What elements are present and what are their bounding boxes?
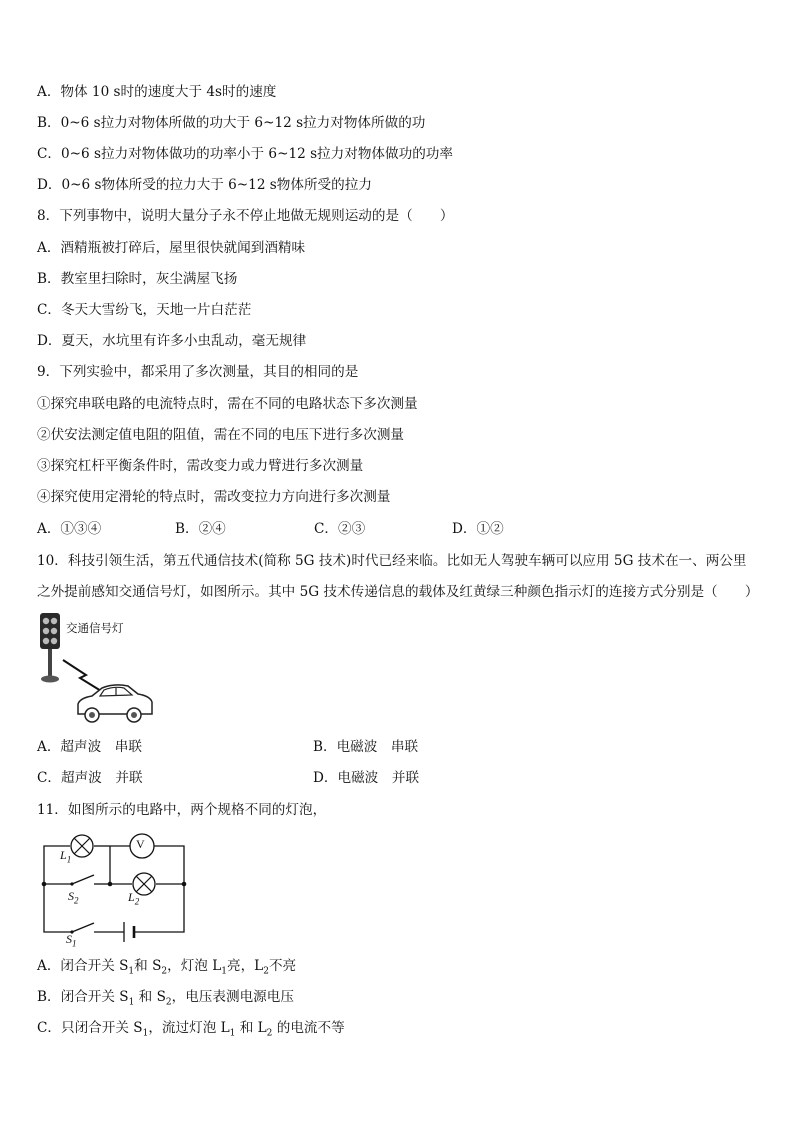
q8-option-c: C．冬天大雪纷飞，天地一片白茫茫 (37, 302, 252, 318)
q10-options-row1 (37, 738, 757, 756)
label-l2: $L_2$ (128, 890, 140, 907)
label-s1: $S_1$ (66, 932, 77, 949)
q9-option-c: C．②③ (314, 521, 366, 537)
q9-option-b: B．②④ (175, 521, 226, 537)
q9-item-1: ①探究串联电路的电流特点时，需在不同的电路状态下多次测量 (37, 396, 418, 412)
q9-stem: 9．下列实验中，都采用了多次测量，其目的相同的是 (37, 364, 359, 380)
voltmeter-label: V (136, 837, 145, 851)
q9-option-d: D．①② (452, 521, 504, 537)
q10-option-d: D．电磁波 并联 (313, 770, 420, 786)
q11-option-a: A．闭合开关 $S_1$和 $S_2$，灯泡 $L_1$亮，$L_2$不亮 (37, 958, 297, 977)
q10-stem-line2: 之外提前感知交通信号灯，如图所示。其中 5G 技术传递信息的载体及红黄绿三种颜色指示灯的连接方式分别是（ ） (37, 584, 759, 600)
traffic-light-label: 交通信号灯 (66, 621, 124, 635)
junction-dot-right (182, 882, 187, 887)
lamp-l1-icon (71, 835, 93, 857)
q8-option-d: D．夏天，水坑里有许多小虫乱动，毫无规律 (37, 333, 307, 349)
q9-item-3: ③探究杠杆平衡条件时，需改变力或力臂进行多次测量 (37, 458, 364, 474)
q8-option-a: A．酒精瓶被打碎后，屋里很快就闻到酒精味 (37, 240, 306, 256)
q10-stem-line1: 10．科技引领生活，第五代通信技术(简称 5G 技术)时代已经来临。比如无人驾驶车辆可以应用 5G 技术在一、两公里 (37, 553, 747, 569)
q10-option-a: A．超声波 串联 (37, 739, 142, 755)
label-s2: $S_2$ (68, 889, 79, 906)
q10-option-c: C．超声波 并联 (37, 770, 143, 786)
circuit-diagram (36, 826, 196, 950)
switch-s2-icon (70, 882, 73, 885)
q8-stem: 8．下列事物中，说明大量分子永不停止地做无规则运动的是（ ） (37, 208, 454, 224)
traffic-light-pole (48, 649, 52, 677)
q11-option-b: B．闭合开关 $S_1$ 和 $S_2$，电压表测电源电压 (37, 989, 294, 1008)
q9-option-a: A．①③④ (37, 521, 102, 537)
q7-option-a: A．物体 10 s时的速度大于 4s时的速度 (37, 84, 277, 100)
q9-options (37, 520, 757, 538)
signal-bolt-icon (63, 660, 106, 694)
q9-item-4: ④探究使用定滑轮的特点时，需改变拉力方向进行多次测量 (37, 489, 391, 505)
q11-option-c: C．只闭合开关 $S_1$，流过灯泡 $L_1$ 和 $L_2$ 的电流不等 (37, 1020, 345, 1039)
q7-option-b: B．0~6 s拉力对物体所做的功大于 6~12 s拉力对物体所做的功 (37, 115, 426, 131)
battery-icon (124, 922, 134, 942)
junction-dot-left (42, 882, 47, 887)
label-l1: $L_1$ (60, 848, 72, 865)
traffic-light-base (41, 676, 59, 683)
q10-options-row2 (37, 769, 757, 787)
junction-dot-mid (108, 882, 113, 887)
q8-option-b: B．教室里扫除时，灰尘满屋飞扬 (37, 271, 238, 287)
q9-item-2: ②伏安法测定值电阻的阻值，需在不同的电压下进行多次测量 (37, 427, 405, 443)
q7-option-d: D．0~6 s物体所受的拉力大于 6~12 s物体所受的拉力 (37, 177, 372, 193)
circuit-schematic (36, 826, 196, 950)
q7-option-c: C．0~6 s拉力对物体做功的功率小于 6~12 s拉力对物体做功的功率 (37, 146, 453, 162)
q11-stem: 11．如图所示的电路中，两个规格不同的灯泡， (37, 802, 327, 818)
q10-option-b: B．电磁波 串联 (313, 739, 419, 755)
